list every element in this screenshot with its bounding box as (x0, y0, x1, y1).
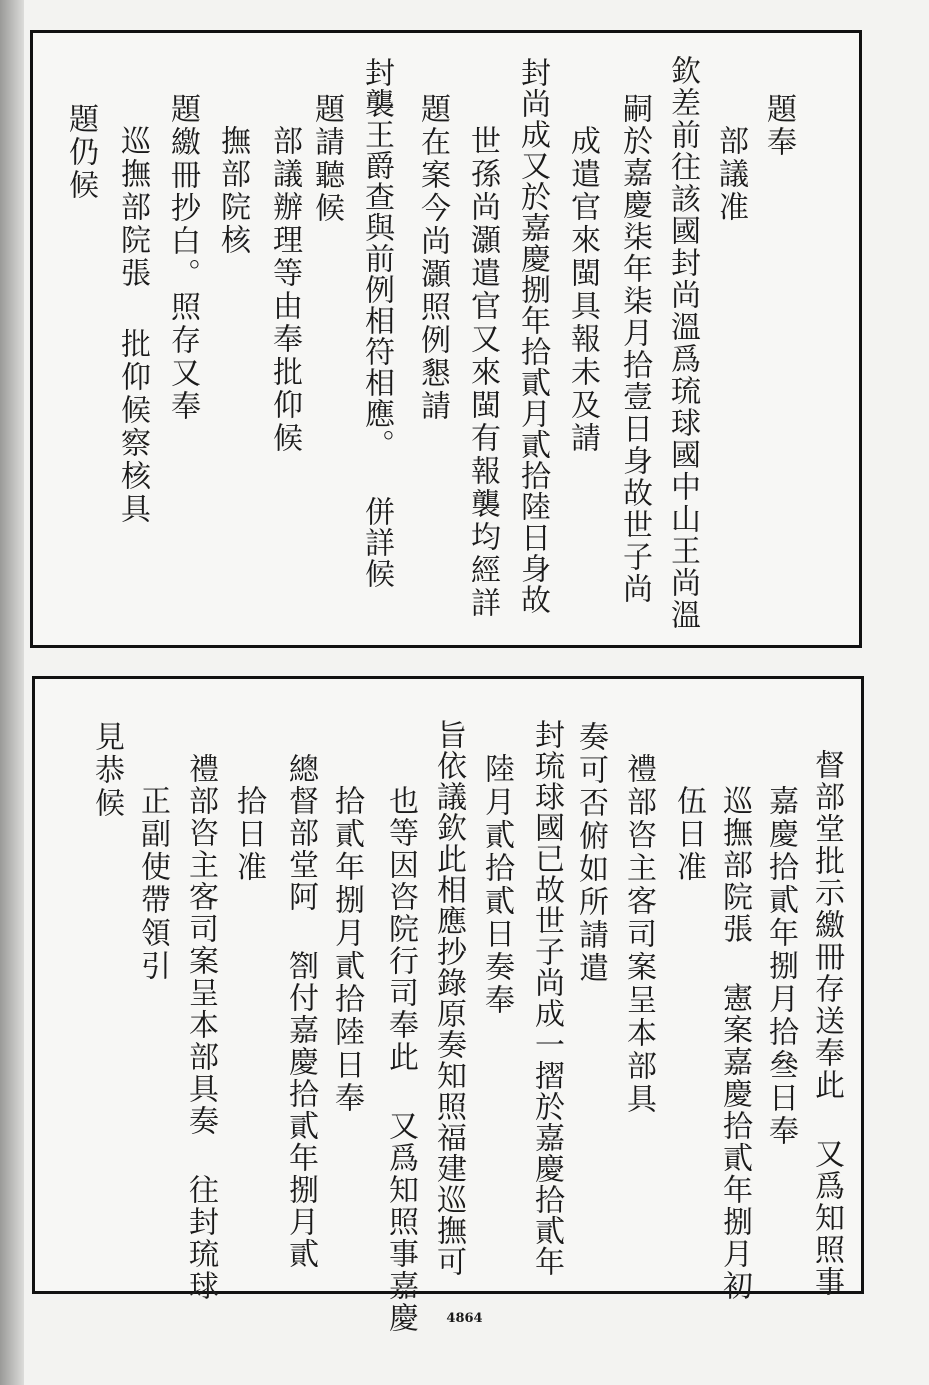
text-column: 奏可否俯如所請遣 (573, 721, 608, 985)
text-column: 拾日准 (231, 785, 266, 884)
text-column: 嗣於嘉慶柒年柒月拾壹日身故世子尚 (617, 93, 652, 605)
text-column: 也等因咨院行司奉此 又爲知照事嘉慶 (383, 785, 418, 1334)
text-column: 成遣官來閩具報未及請 (565, 125, 600, 455)
text-column: 題仍候 (63, 103, 98, 202)
text-column: 題在案今尚灝照例懇請 (415, 93, 450, 423)
text-column: 世孫尚灝遣官又來閩有報襲均經詳 (465, 125, 500, 620)
text-column: 巡撫部院張 憲案嘉慶拾貳年捌月初 (717, 785, 752, 1302)
text-column: 嘉慶拾貳年捌月拾叄日奉 (763, 785, 798, 1148)
text-column: 正副使帶領引 (135, 785, 170, 983)
text-column: 禮部咨主客司案呈本部具奏 往封琉球 (183, 753, 218, 1302)
text-column: 題請聽候 (309, 93, 344, 225)
page-number: 4864 (446, 1311, 483, 1326)
text-column: 禮部咨主客司案呈本部具 (621, 753, 656, 1116)
text-column: 旨依議欽此相應抄錄原奏知照福建巡撫可 (431, 719, 466, 1277)
text-column: 題繳冊抄白。照存又奉 (165, 93, 200, 423)
text-column: 封襲王爵查與前例相符相應。 併詳候 (359, 57, 394, 589)
text-column: 部議辦理等由奉批仰候 (267, 125, 302, 455)
text-column: 欽差前往該國封尚溫爲琉球國中山王尚溫 (665, 55, 700, 631)
text-column: 巡撫部院張 批仰候察核具 (115, 125, 150, 526)
text-column: 陸月貳拾貳日奏奉 (479, 753, 514, 1017)
text-column: 拾貳年捌月貳拾陸日奉 (329, 785, 364, 1115)
text-column: 總督部堂阿 劄付嘉慶拾貳年捌月貳 (283, 753, 318, 1270)
text-column: 撫部院核 (215, 125, 250, 257)
text-column: 部議准 (713, 125, 748, 224)
page-edge-shadow (0, 0, 24, 1385)
text-column: 督部堂批示繳冊存送奉此 又爲知照事 (809, 749, 844, 1298)
text-column: 封琉球國已故世子尚成一摺於嘉慶拾貳年 (529, 719, 564, 1277)
text-column: 伍日准 (671, 785, 706, 884)
top-document-panel (30, 30, 862, 648)
text-column: 見恭候 (89, 721, 124, 820)
text-column: 封尚成又於嘉慶捌年拾貳月貳拾陸日身故 (515, 57, 550, 615)
text-column: 題奉 (761, 93, 796, 159)
